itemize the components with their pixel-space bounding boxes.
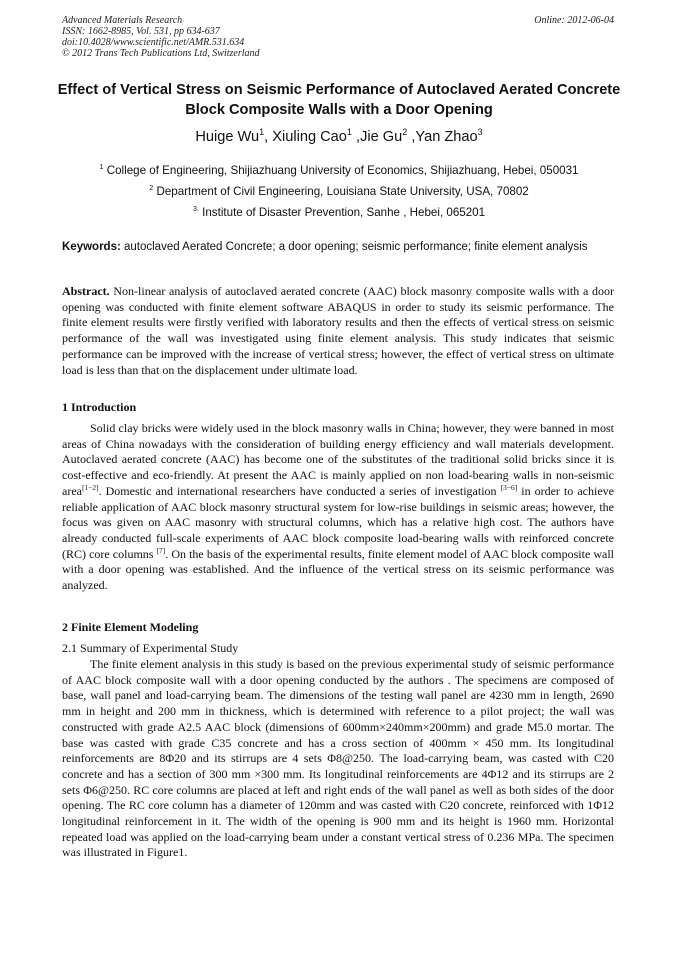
citation[interactable]: [1−2] bbox=[81, 482, 99, 492]
section-heading-finite-element-modeling: 2 Finite Element Modeling bbox=[62, 620, 199, 634]
author-list bbox=[0, 128, 678, 146]
paragraph-text: . On the basis of the experimental results, finite element model of AAC block composite wall with a door opening was established. And the influence of the vertical stress on its seismic performance was analyzed. bbox=[62, 546, 615, 593]
author-affiliation-mark: 1 bbox=[346, 127, 352, 138]
abstract-label: Abstract. bbox=[62, 284, 110, 298]
affiliation-text: College of Engineering, Shijiazhuang University of Economics, Shijiazhuang, Hebei, 050031 bbox=[103, 164, 579, 177]
paragraph-text: in order to achieve reliable application of AAC block masonry structural system for low-rise buildings in seismic areas; however, the focus was given on AAC masonry with structural columns, which has a relative high cost. The authors have already conducted full-scale experiments of AAC block composite load-bearing walls with reinforced concrete (RC) core columns bbox=[62, 483, 614, 561]
author-separator: , bbox=[407, 129, 416, 145]
paper-title: Effect of Vertical Stress on Seismic Performance of Autoclaved Aerated Concrete Block Composite Walls with a Door Opening bbox=[57, 82, 621, 118]
journal-header bbox=[62, 15, 260, 59]
paragraph-text: Solid clay bricks were widely used in the block masonry walls in China; however, they were banned in most areas of China nowadays with the consideration of building energy efficiency and wall materials development. Autoclaved aerated concrete (AAC) has become one of the substitutes of the traditional solid bricks since it is cost-effective and eco-friendly. At present the AAC is mainly applied on non load-bearing walls in non-seismic area bbox=[62, 421, 614, 498]
affiliation-text: Department of Civil Engineering, Louisiana State University, USA, 70802 bbox=[153, 185, 529, 198]
copyright-line: © 2012 Trans Tech Publications Ltd, Switzerland bbox=[62, 48, 260, 59]
keywords bbox=[62, 240, 614, 255]
author-name: Yan Zhao bbox=[415, 129, 478, 145]
author-separator: , bbox=[264, 129, 273, 145]
introduction-paragraph bbox=[62, 421, 614, 594]
author-name: Xiuling Cao bbox=[272, 129, 347, 145]
keywords-text: autoclaved Aerated Concrete; a door opening; seismic performance; finite element analysis bbox=[120, 241, 588, 253]
affiliation-text: Institute of Disaster Prevention, Sanhe , Hebei, 065201 bbox=[198, 206, 486, 219]
author-separator: , bbox=[351, 129, 361, 145]
abstract-text: Non-linear analysis of autoclaved aerated concrete (AAC) block masonry composite walls with a door opening was conducted with finite element software ABAQUS in order to study its seismic performance. The finite element results were firstly verified with laboratory results and then the effects of vertical stress on seismic performance of the wall was investigated using finite element analysis. This study indicates that seismic performance can be improved with the increase of vertical stress; however, the effect of vertical stress on ultimate load is less than that on the displacement under ultimate load. bbox=[62, 284, 614, 377]
affiliation-mark: 2 bbox=[149, 183, 154, 193]
doi-line[interactable]: doi:10.4028/www.scientific.net/AMR.531.634 bbox=[62, 37, 245, 48]
abstract bbox=[62, 284, 614, 378]
issn-line: ISSN: 1662-8985, Vol. 531, pp 634-637 bbox=[62, 26, 220, 37]
author-affiliation-mark: 3 bbox=[477, 127, 483, 138]
online-date: Online: 2012-06-04 bbox=[534, 15, 614, 26]
journal-name: Advanced Materials Research bbox=[62, 15, 183, 26]
author-name: Huige Wu bbox=[195, 129, 260, 145]
section-heading-introduction: 1 Introduction bbox=[62, 400, 137, 414]
citation[interactable]: [3−6] bbox=[500, 482, 518, 492]
author-affiliation-mark: 2 bbox=[402, 127, 408, 138]
affiliation-3 bbox=[0, 206, 678, 220]
citation[interactable]: [7] bbox=[156, 545, 166, 555]
author-affiliation-mark: 1 bbox=[259, 127, 265, 138]
experimental-study-paragraph: The finite element analysis in this study is based on the previous experimental study of seismic performance of AAC block composite wall with a door opening conducted by the authors . The specimens are composed of base, wall panel and load-carrying beam. The dimensions of the testing wall panel are 4230 mm in length, 2690 mm in height and 200 mm in thickness, which is determined with reference to a pilot project; the wall was constructed with grade A2.5 AAC block (dimensions of 600mm×240mm×200mm) and grade M5.0 mortar. The base was casted with grade C35 concrete and has a cross section of 400mm × 450 mm. Its longitudinal reinforcements are 8Φ20 and its stirrups are 4 sets Φ8@250. The load-carrying beam, was casted with C20 concrete and has a section of 300 mm ×300 mm. Its longitudinal reinforcements are 4Φ12 and its stirrups are 2 sets Φ6@250. RC core columns are placed at left and right ends of the wall panel as well as both sides of the door opening. The RC core column has a diameter of 120mm and was casted with C20 concrete, reinforced with 1Φ12 longitudinal reinforcement in it. The width of the opening is 900 mm and its height is 1960 mm. Horizontal repeated load was applied on the load-carrying beam under a constant vertical stress of 0.236 MPa. The specimen was illustrated in Figure1. bbox=[62, 657, 614, 860]
affiliation-2 bbox=[0, 185, 678, 199]
affiliation-mark: 1 bbox=[99, 162, 104, 172]
keywords-label: Keywords: bbox=[62, 241, 121, 253]
subsection-heading: 2.1 Summary of Experimental Study bbox=[62, 641, 239, 655]
paragraph-text: . Domestic and international researchers have conducted a series of investigation bbox=[98, 483, 501, 498]
author-name: Jie Gu bbox=[360, 129, 403, 145]
affiliation-mark: 3. bbox=[192, 204, 199, 214]
affiliation-1 bbox=[0, 164, 678, 178]
